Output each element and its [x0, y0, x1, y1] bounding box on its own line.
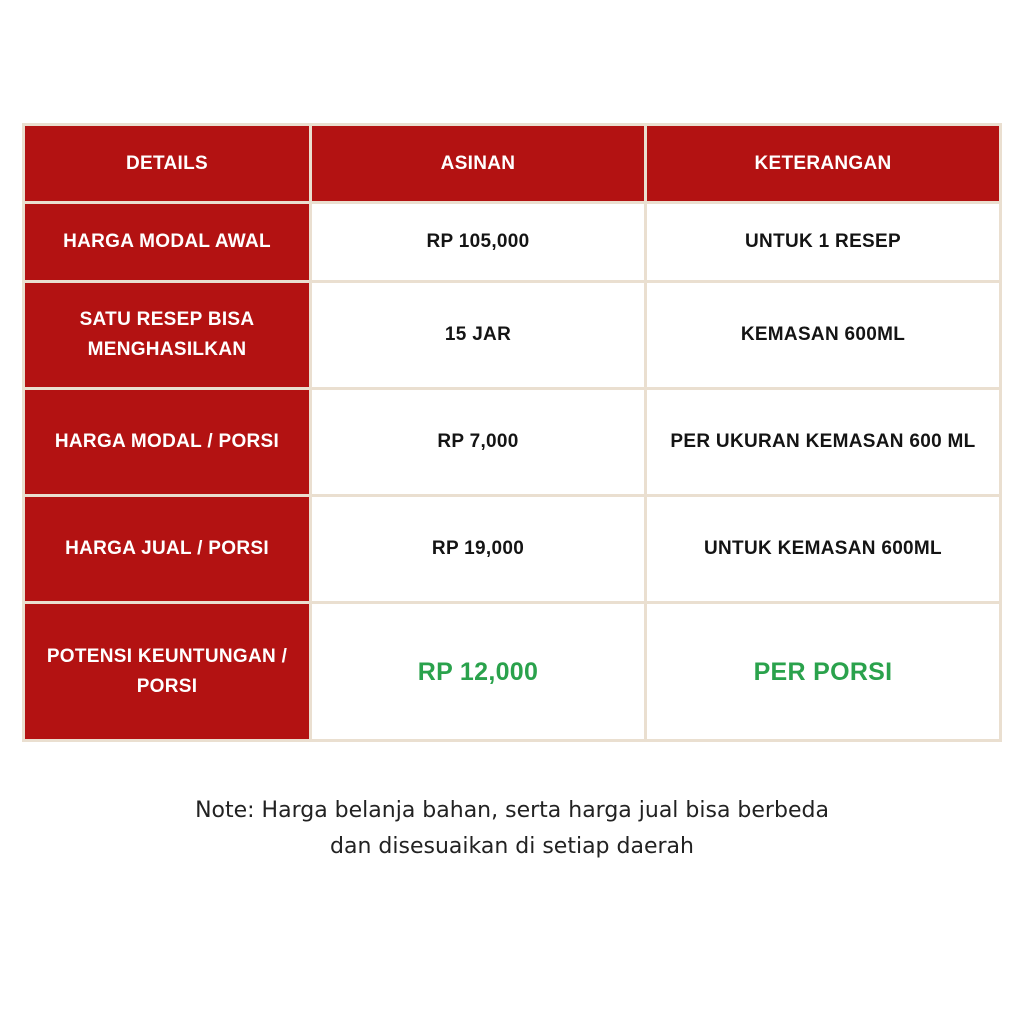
profit-note: PER PORSI — [647, 604, 999, 739]
header-details: DETAILS — [25, 126, 309, 201]
header-asinan: ASINAN — [312, 126, 644, 201]
row-value: RP 7,000 — [312, 390, 644, 494]
row-label: HARGA JUAL / PORSI — [25, 497, 309, 601]
header-keterangan: KETERANGAN — [647, 126, 999, 201]
row-label: POTENSI KEUNTUNGAN / PORSI — [25, 604, 309, 739]
table-row — [25, 204, 999, 280]
footnote-line-2: dan disesuaikan di setiap daerah — [330, 834, 694, 859]
table-row — [25, 390, 999, 494]
table-header-row — [25, 126, 999, 201]
table-row — [25, 283, 999, 387]
footnote-line-1: Note: Harga belanja bahan, serta harga jual bisa berbeda — [195, 798, 829, 823]
row-note: UNTUK KEMASAN 600ML — [647, 497, 999, 601]
footnote — [0, 793, 1024, 865]
table-row — [25, 497, 999, 601]
cost-table-container — [22, 123, 1002, 742]
table-row-profit — [25, 604, 999, 739]
row-note: PER UKURAN KEMASAN 600 ML — [647, 390, 999, 494]
row-value: RP 105,000 — [312, 204, 644, 280]
row-note: UNTUK 1 RESEP — [647, 204, 999, 280]
row-note: KEMASAN 600ML — [647, 283, 999, 387]
row-value: RP 19,000 — [312, 497, 644, 601]
row-label: SATU RESEP BISA MENGHASILKAN — [25, 283, 309, 387]
cost-table — [22, 123, 1002, 742]
row-label: HARGA MODAL / PORSI — [25, 390, 309, 494]
profit-value: RP 12,000 — [312, 604, 644, 739]
row-value: 15 JAR — [312, 283, 644, 387]
row-label: HARGA MODAL AWAL — [25, 204, 309, 280]
